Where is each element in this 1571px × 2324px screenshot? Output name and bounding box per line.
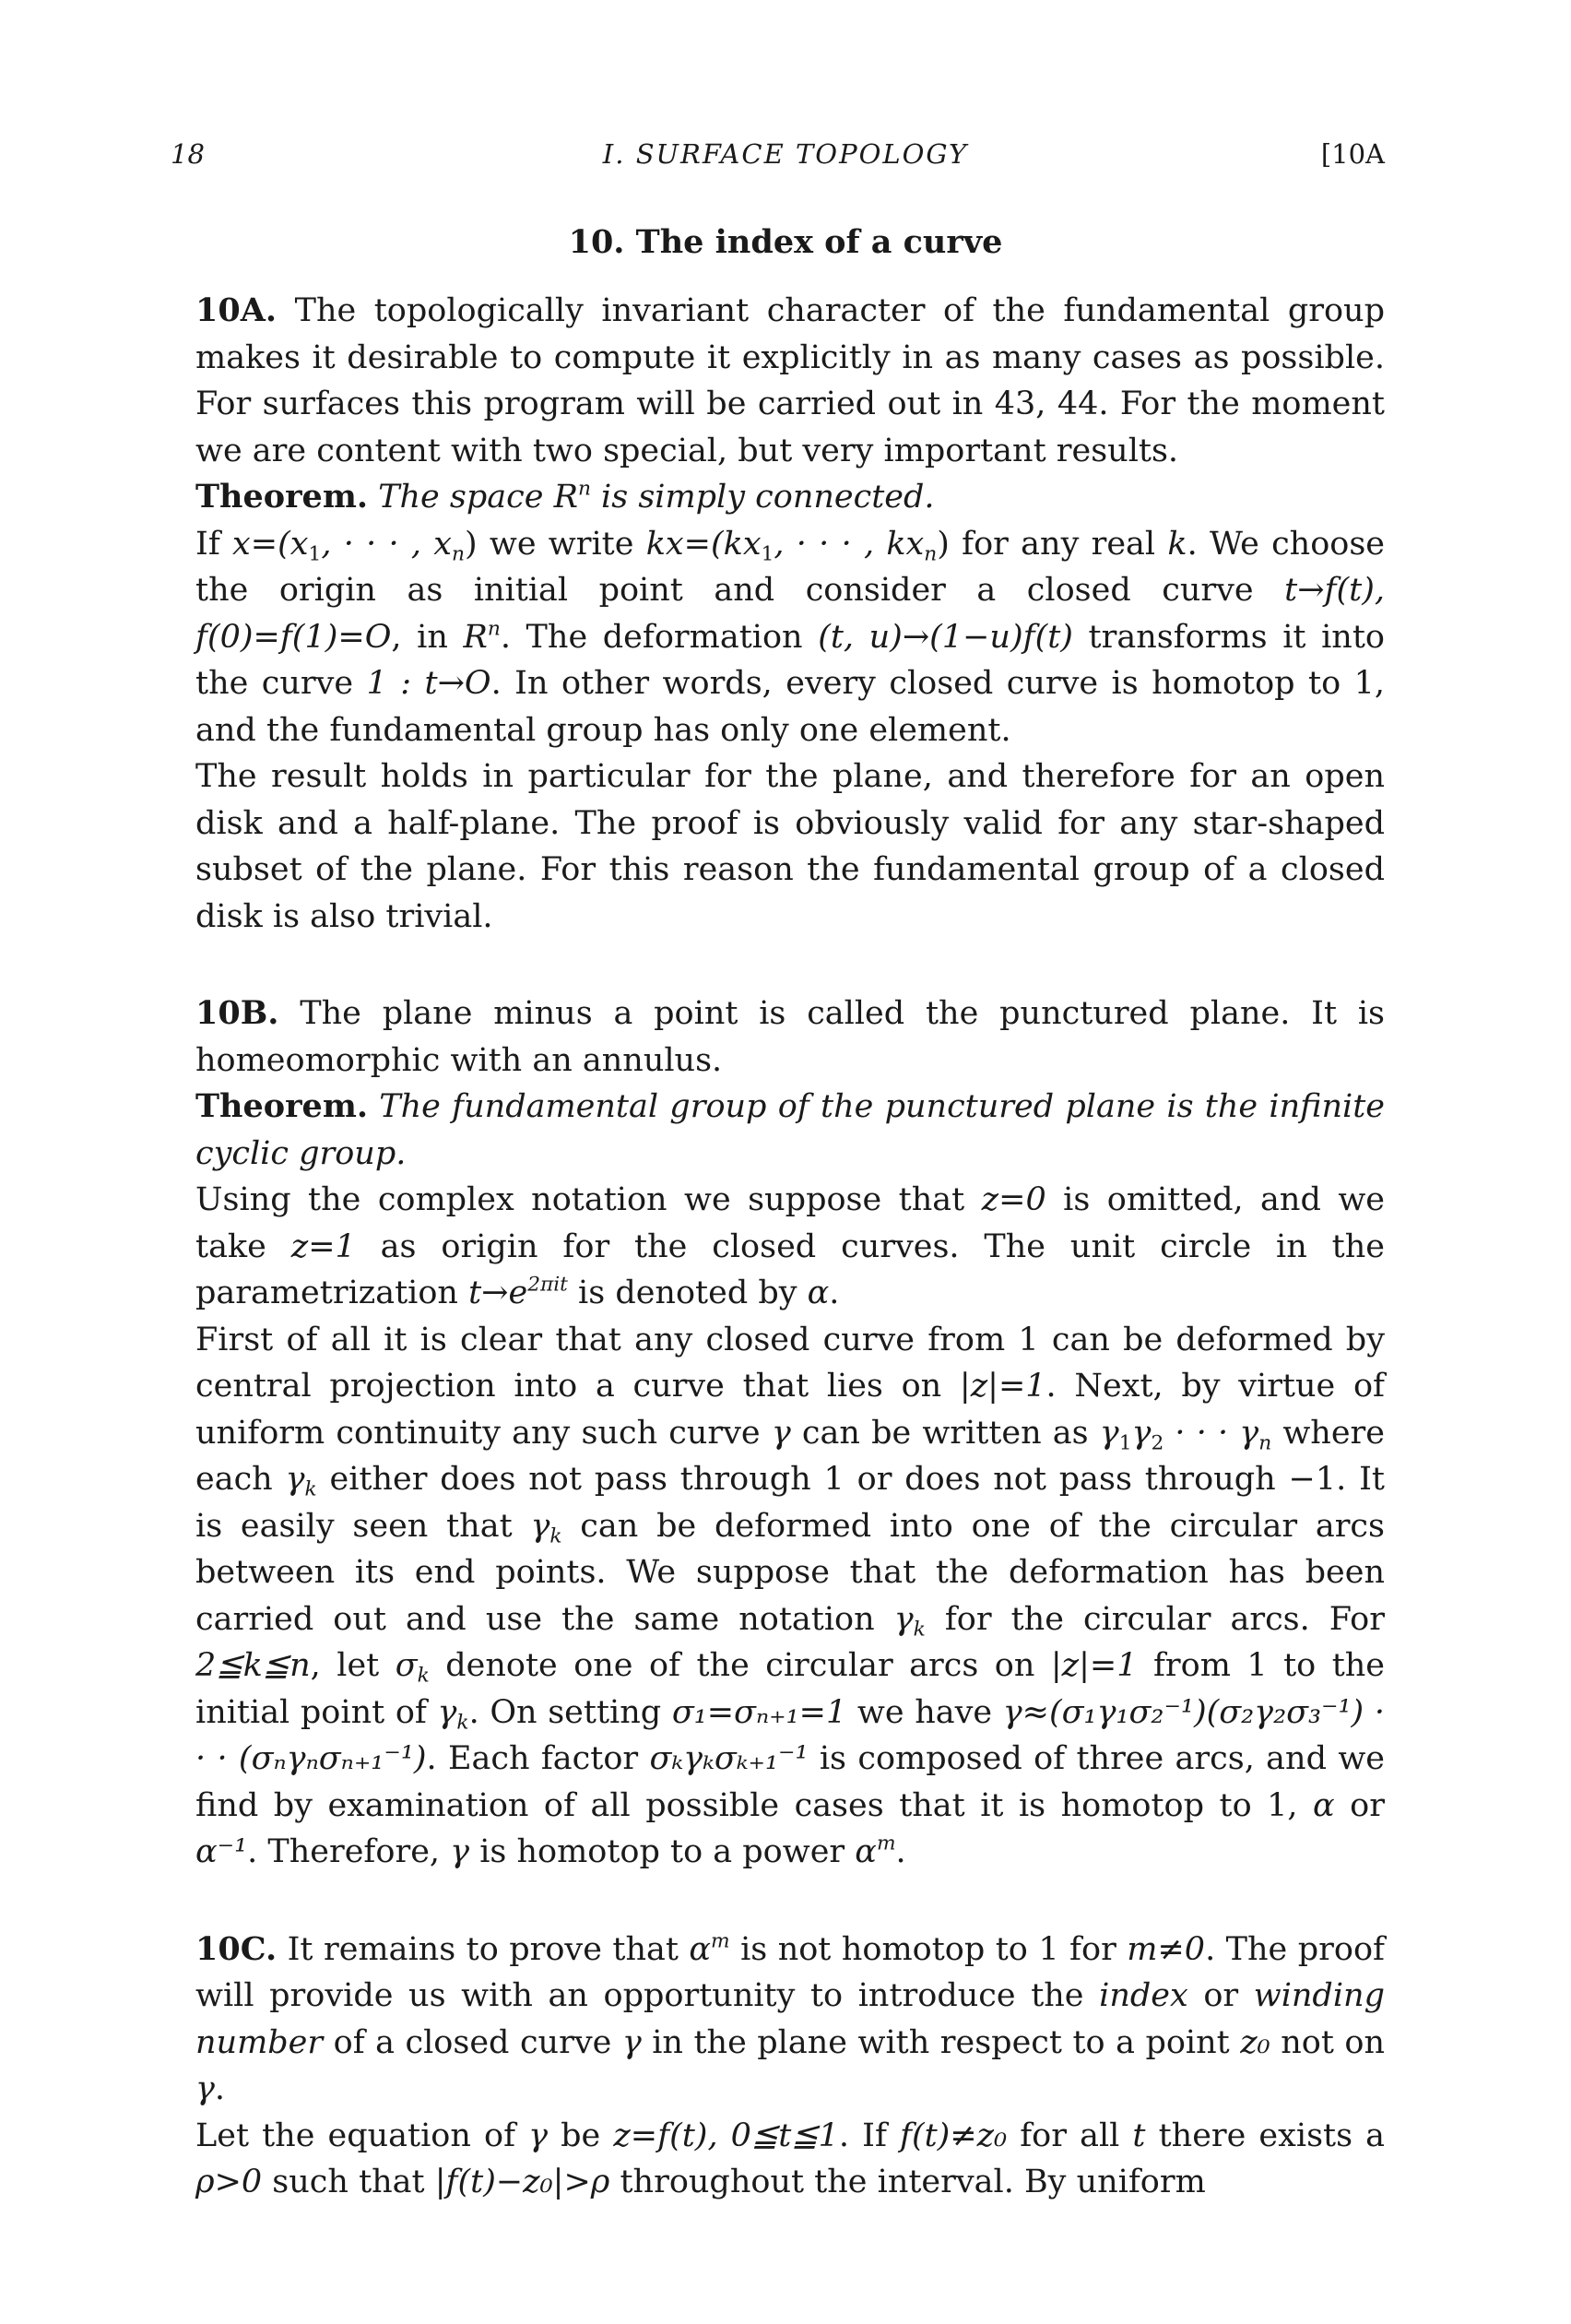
paragraph-10a	[195, 288, 1385, 474]
paragraph-gap	[195, 940, 1385, 990]
page-number: 18	[171, 138, 205, 170]
running-header	[0, 135, 1571, 175]
paragraph-text: The topologically invariant character of the fundamental group makes it desirable to compute it explicitly in as many cases as possible. For surfaces this program will be carried out in 43, 44. For the moment we are content with two special, but very important results.	[195, 292, 1385, 469]
paragraph-equation: Let the equation of γ be z=f(t), 0≦t≦1. If f(t)≠z₀ for all t there exists a ρ>0 such that |f(t)−z₀|>ρ throughout the interval. By uniform	[195, 2116, 1386, 2200]
theorem-label: Theorem.	[195, 478, 369, 516]
paragraph-10b	[195, 990, 1385, 1084]
section-reference: [10A	[1320, 138, 1385, 170]
theorem-text: The space $R^n$ is simply connected.	[378, 477, 935, 516]
theorem-text: The fundamental group of the punctured plane is the infinite cyclic group.	[195, 1088, 1385, 1172]
paragraph-result: The result holds in particular for the plane, and therefore for an open disk and a half-plane. The proof is obviously valid for any star-shaped subset of the plane. For this reason the fundamental group of a closed disk is also trivial.	[195, 758, 1385, 935]
proof-deformation: First of all it is clear that any closed curve from 1 can be deformed by central projection into a curve that lies on |z|=1. Next, by virtue of uniform continuity any such curve γ can be written as $\gamma_1\gamma_2$ · · · $\gamma_n$ where each $\gamma_k$ either does not pass through 1 or does not pass through −1. It is easily seen that $\gamma_k$ can be deformed into one of the circular arcs between its end points. We suppose that the deformation has been carried out and use the same notation $\gamma_k$ for the circular arcs. For 2≦k≦n, let $\sigma_k$ denote one of the circular arcs on |z|=1 from 1 to the initial point of $\gamma_k$. On setting σ₁=σₙ₊₁=1 we have γ≈(σ₁γ₁σ₂⁻¹)(σ₂γ₂σ₃⁻¹) · · · (σₙγₙσₙ₊₁⁻¹). Each factor σₖγₖσₖ₊₁⁻¹ is composed of three arcs, and we find by examination of all possible cases that it is homotop to 1, α or α⁻¹. Therefore, γ is homotop to a power $\alpha^m$.	[195, 1321, 1386, 1870]
paragraph-gap	[195, 1876, 1385, 1927]
paragraph-text: The plane minus a point is called the punctured plane. It is homeomorphic with an annulus.	[195, 995, 1385, 1079]
theorem-punctured-plane	[195, 1084, 1385, 1177]
theorem-simply-connected	[195, 474, 1385, 521]
theorem-label: Theorem.	[195, 1087, 369, 1125]
paragraph-label: 10C.	[195, 1929, 278, 1968]
proof-complex-notation: Using the complex notation we suppose that z=0 is omitted, and we take z=1 as origin for the closed curves. The unit circle in the parametrization $t\to e^{2\pi it}$ is denoted by α.	[195, 1181, 1385, 1311]
running-title: I. SURFACE TOPOLOGY	[602, 138, 969, 170]
paragraph-10c: 10C. It remains to prove that $\alpha^m$ is not homotop to 1 for m≠0. The proof will provide us with an opportunity to introduce the index or winding number of a closed curve γ in the plane with respect to a point z₀ not on γ.	[195, 1929, 1385, 2107]
paragraph-label: 10A.	[195, 291, 278, 329]
body-text	[195, 288, 1385, 2206]
section-heading: 10. The index of a curve	[568, 223, 1003, 261]
paragraph-label: 10B.	[195, 994, 279, 1032]
proof-simply-connected: If $x=(x_1$, · · · , $x_n$) we write $kx=(kx_1$, · · · , $kx_n$) for any real k. We choose the origin as initial point and consider a closed curve t→f(t), f(0)=f(1)=O, in $R^n$. The deformation (t, u)→(1−u)f(t) transforms it into the curve 1 : t→O. In other words, every closed curve is homotop to 1, and the fundamental group has only one element.	[195, 525, 1386, 749]
